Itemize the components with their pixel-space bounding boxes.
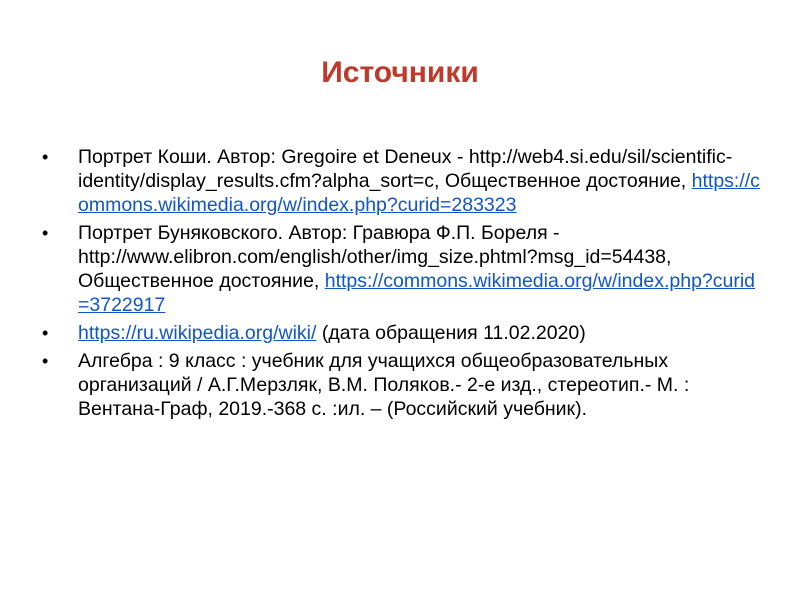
source-link[interactable]: https://commons.wikimedia.org/w/index.php?curid=283323 bbox=[78, 170, 760, 216]
source-text: Портрет Буняковского. Автор: Гравюра Ф.П. Бореля - http://www.elibron.com/english/other/img_size.phtml?msg_id=54438, Общественное достояние, bbox=[78, 222, 672, 292]
list-item bbox=[32, 349, 762, 421]
sources-list bbox=[32, 145, 762, 425]
list-item bbox=[32, 221, 762, 317]
access-date-text: (дата обращения 11.02.2020) bbox=[316, 322, 586, 344]
list-item bbox=[32, 145, 762, 217]
bullet-icon: • bbox=[42, 223, 49, 243]
textbook-citation: Алгебра : 9 класс : учебник для учащихся общеобразовательных организаций / А.Г.Мерзляк, В.М. Поляков.- 2-е изд., стереотип.- М. : Вентана-Граф, 2019.-368 с. :ил. – (Российский учебник). bbox=[78, 350, 690, 420]
list-item bbox=[32, 321, 762, 345]
source-text: Портрет Коши. Автор: Gregoire et Deneux - http://web4.si.edu/sil/scientific-identity/display_results.cfm?alpha_sort=c, Общественное достояние, bbox=[78, 146, 733, 192]
bullet-icon: • bbox=[42, 351, 49, 371]
bullet-icon: • bbox=[42, 323, 49, 343]
source-link[interactable]: https://commons.wikimedia.org/w/index.php?curid=3722917 bbox=[78, 270, 756, 316]
slide-title: Источники bbox=[321, 56, 479, 89]
bullet-icon: • bbox=[42, 147, 49, 167]
wikipedia-link[interactable]: https://ru.wikipedia.org/wiki/ bbox=[78, 322, 317, 344]
